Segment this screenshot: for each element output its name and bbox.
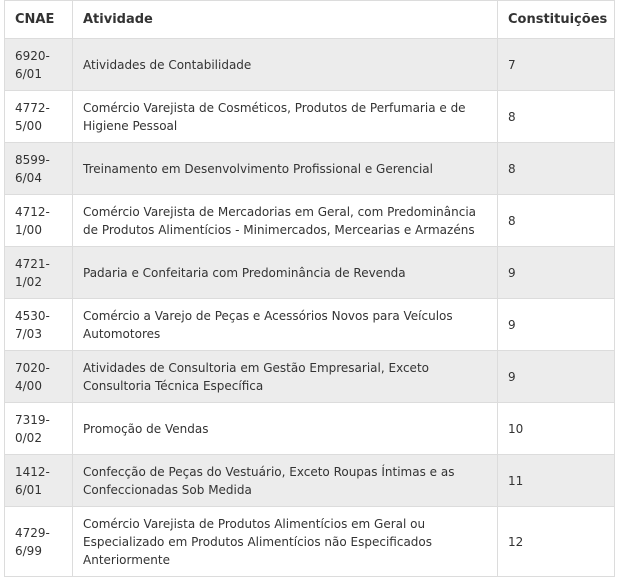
cell-constituicoes: 8	[498, 195, 615, 247]
cell-constituicoes: 9	[498, 247, 615, 299]
cell-constituicoes: 8	[498, 91, 615, 143]
cell-cnae: 7319-0/02	[5, 403, 73, 455]
cell-constituicoes: 9	[498, 351, 615, 403]
cell-atividade: Comércio a Varejo de Peças e Acessórios Novos para Veículos Automotores	[73, 299, 498, 351]
cell-cnae: 1412-6/01	[5, 455, 73, 507]
cell-constituicoes: 12	[498, 507, 615, 577]
cell-constituicoes: 11	[498, 455, 615, 507]
table-row	[5, 143, 615, 195]
cell-atividade: Comércio Varejista de Cosméticos, Produtos de Perfumaria e de Higiene Pessoal	[73, 91, 498, 143]
cell-atividade: Promoção de Vendas	[73, 403, 498, 455]
cnae-table-container	[4, 0, 614, 577]
cell-atividade: Treinamento em Desenvolvimento Profissional e Gerencial	[73, 143, 498, 195]
cell-cnae: 7020-4/00	[5, 351, 73, 403]
cell-constituicoes: 8	[498, 143, 615, 195]
table-row	[5, 507, 615, 577]
header-atividade: Atividade	[73, 1, 498, 39]
header-cnae: CNAE	[5, 1, 73, 39]
cell-cnae: 4712-1/00	[5, 195, 73, 247]
cell-constituicoes: 9	[498, 299, 615, 351]
header-constituicoes: Constituições	[498, 1, 615, 39]
cell-atividade: Atividades de Consultoria em Gestão Empresarial, Exceto Consultoria Técnica Específica	[73, 351, 498, 403]
table-header-row	[5, 1, 615, 39]
cell-atividade: Atividades de Contabilidade	[73, 39, 498, 91]
cnae-table	[4, 0, 615, 577]
table-row	[5, 247, 615, 299]
cell-constituicoes: 7	[498, 39, 615, 91]
cell-atividade: Confecção de Peças do Vestuário, Exceto Roupas Íntimas e as Confeccionadas Sob Medida	[73, 455, 498, 507]
cell-cnae: 6920-6/01	[5, 39, 73, 91]
cell-cnae: 4772-5/00	[5, 91, 73, 143]
cell-constituicoes: 10	[498, 403, 615, 455]
cell-atividade: Comércio Varejista de Mercadorias em Geral, com Predominância de Produtos Alimentícios - Minimercados, Mercearias e Armazéns	[73, 195, 498, 247]
table-row	[5, 195, 615, 247]
table-row	[5, 299, 615, 351]
table-row	[5, 455, 615, 507]
table-row	[5, 351, 615, 403]
cell-atividade: Padaria e Confeitaria com Predominância de Revenda	[73, 247, 498, 299]
cell-atividade: Comércio Varejista de Produtos Alimentícios em Geral ou Especializado em Produtos Alimentícios não Especificados Anteriormente	[73, 507, 498, 577]
table-row	[5, 403, 615, 455]
cell-cnae: 4530-7/03	[5, 299, 73, 351]
cell-cnae: 8599-6/04	[5, 143, 73, 195]
cell-cnae: 4721-1/02	[5, 247, 73, 299]
table-row	[5, 39, 615, 91]
cell-cnae: 4729-6/99	[5, 507, 73, 577]
table-row	[5, 91, 615, 143]
